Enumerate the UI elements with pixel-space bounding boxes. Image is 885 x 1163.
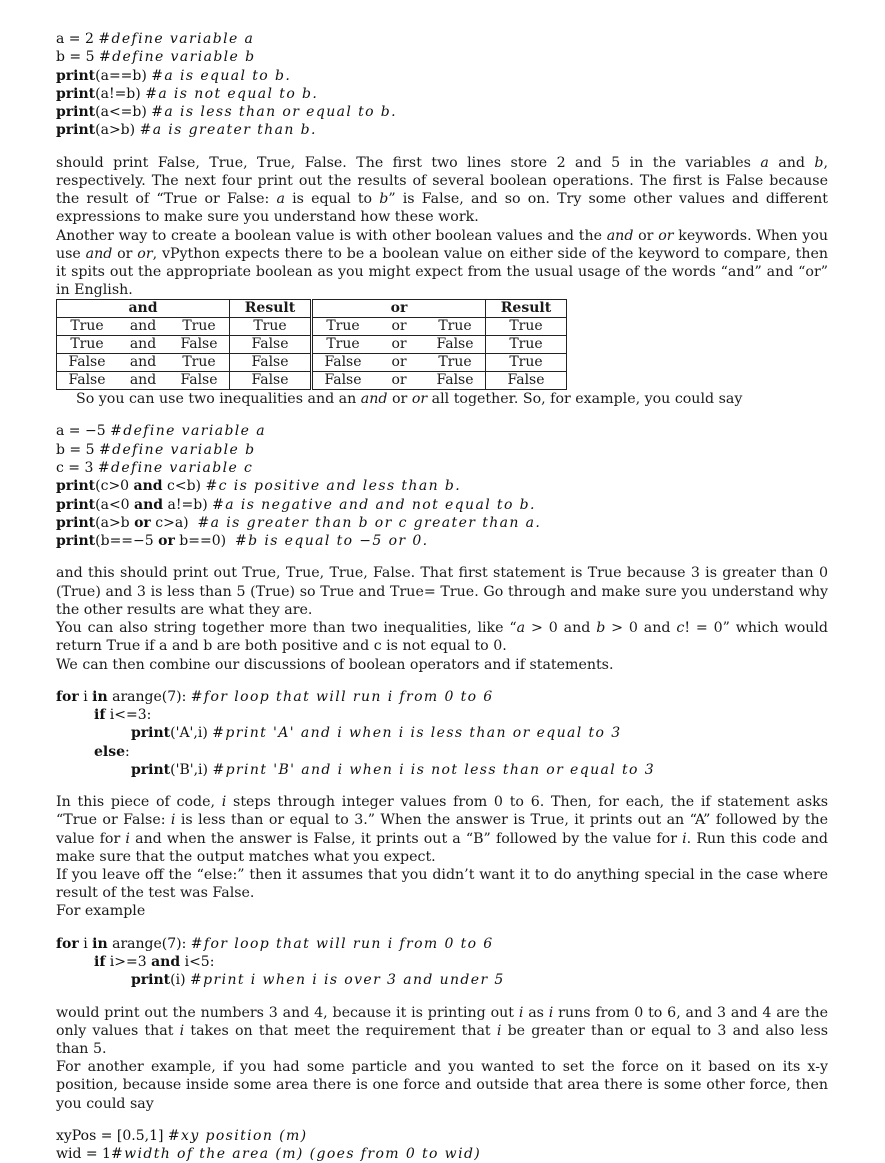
code-text: i in arange(7):: [78, 688, 191, 705]
code-line: [56, 496, 828, 514]
code-text: (a!=b): [95, 85, 146, 102]
code-keyword: print: [131, 725, 171, 742]
code-text: :: [125, 743, 130, 760]
code-text: (i): [170, 972, 190, 989]
code-text: i>=3 and i<5:: [105, 953, 215, 970]
code-keyword: print: [56, 85, 96, 102]
paragraph-2: Another way to create a boolean value is with other boolean values and the and or or keywords. When you use and or or, vPython expects there to be a boolean value on either side of the keyword to compare, then it spits out the appropriate boolean as you might expect from the usual usage of the words “and” and “or” in English.: [56, 227, 829, 299]
code-text: (a>b or c>a): [95, 514, 198, 531]
paragraph-1: should print False, True, True, False. The first two lines store 2 and 5 in the variables a and b, respectively. The next four print out the results of several boolean operations. The first is False because the result of “True or False: a is equal to b” is False, and so on. Try some other values and different expressions to make sure you understand how these work.: [56, 154, 828, 226]
table-cell: and: [117, 354, 169, 372]
code-comment: #print 'B' and i when i is not less than or equal to 3: [212, 761, 656, 778]
code-comment: #a is greater than b or c greater than a.: [197, 514, 542, 531]
table-cell: True: [57, 318, 118, 336]
table-row: [57, 318, 567, 336]
code-comment: #a is not equal to b.: [145, 85, 319, 102]
code-comment: #xy position (m): [167, 1127, 308, 1144]
code-line: [56, 514, 828, 532]
table-cell: False: [312, 354, 374, 372]
table-cell: False: [312, 372, 374, 390]
code-keyword: print: [131, 972, 171, 989]
code-line: [56, 953, 828, 971]
code-line: [56, 85, 828, 103]
code-comment: #print 'A' and i when i is less than or equal to 3: [212, 725, 622, 742]
code-text: (a<=b): [95, 104, 152, 121]
table-cell: and: [117, 336, 169, 354]
document-page: [56, 30, 828, 1163]
table-cell: False: [57, 354, 118, 372]
table-cell: False: [57, 372, 118, 390]
code-keyword: for: [56, 935, 79, 952]
code-line: [56, 724, 828, 742]
table-cell: False: [230, 372, 312, 390]
code-block-4: [56, 935, 828, 990]
paragraph-5: You can also string together more than two inequalities, like “a > 0 and b > 0 and c! = 0” which would return True if a and b are both positive and c is not equal to 0.: [56, 620, 828, 655]
table-row: [57, 336, 567, 354]
paragraph-11: For another example, if you had some particle and you wanted to set the force on it based on its x-y position, because inside some area there is one force and outside that area there is some other force, then you could say: [56, 1059, 828, 1112]
code-line: [56, 743, 828, 761]
code-keyword: print: [131, 761, 171, 778]
table-cell: True: [169, 318, 230, 336]
code-line: [56, 67, 828, 85]
code-block-1: [56, 30, 828, 140]
code-text: (c>0 and c<b): [95, 478, 206, 495]
table-cell: True: [230, 318, 312, 336]
code-line: [56, 48, 828, 66]
code-comment: #a is greater than b.: [139, 122, 317, 139]
paragraph-3: So you can use two inequalities and an and or or all together. So, for example, you could say: [76, 391, 743, 408]
code-keyword: print: [56, 533, 96, 550]
boolean-truth-table: [56, 299, 567, 390]
code-comment: #define variable b: [98, 441, 256, 458]
code-comment: #a is less than or equal to b.: [151, 104, 398, 121]
table-row: [57, 354, 567, 372]
code-block-5: [56, 1127, 828, 1163]
code-text: i<=3:: [105, 707, 152, 723]
code-keyword: print: [56, 478, 96, 495]
table-cell: True: [486, 318, 567, 336]
code-line: [56, 935, 828, 953]
code-keyword: if: [94, 707, 106, 723]
code-line: [56, 121, 828, 139]
table-cell: True: [486, 354, 567, 372]
code-text: b = 5: [56, 49, 99, 66]
code-keyword: print: [56, 496, 96, 513]
code-comment: #for loop that will run i from 0 to 6: [190, 688, 494, 705]
table-cell: False: [425, 372, 486, 390]
code-comment: #define variable a: [98, 31, 255, 47]
code-keyword: print: [56, 122, 96, 139]
code-comment: #print i when i is over 3 and under 5: [190, 972, 505, 989]
table-header-and: and: [57, 300, 230, 318]
code-line: [56, 706, 828, 724]
table-cell: True: [425, 354, 486, 372]
code-comment: #define variable b: [98, 49, 256, 66]
code-keyword: if: [94, 953, 106, 970]
table-cell: True: [57, 336, 118, 354]
table-cell: False: [486, 372, 567, 390]
code-line: [56, 532, 828, 550]
paragraph-7: In this piece of code, i steps through integer values from 0 to 6. Then, for each, the if statement asks “True or False: i is less than or equal to 3.” When the answer is True, it prints out an “A” followed by the value for i and when the answer is False, it prints out a “B” followed by the value for i. Run this code and make sure that the output matches what you expect.: [56, 794, 828, 865]
code-text: (a==b): [95, 67, 152, 84]
code-line: [56, 688, 828, 706]
paragraph-9: For example: [56, 903, 146, 920]
paragraph-10: would print out the numbers 3 and 4, because it is printing out i as i runs from 0 to 6, and 3 and 4 are the only values that i takes on that meet the requirement that i be greater than or equal to 3 and also less than 5.: [56, 1004, 829, 1057]
table-cell: True: [312, 318, 374, 336]
table-cell: or: [373, 318, 425, 336]
code-line: [56, 971, 828, 989]
table-cell: True: [425, 318, 486, 336]
code-line: [56, 1145, 828, 1163]
paragraph-6: We can then combine our discussions of boolean operators and if statements.: [56, 656, 614, 673]
code-text: (b==−5 or b==0): [95, 533, 235, 550]
code-text: wid = 1: [56, 1146, 111, 1163]
code-comment: #b is equal to −5 or 0.: [235, 533, 429, 550]
table-cell: False: [169, 372, 230, 390]
table-cell: True: [486, 336, 567, 354]
code-text: b = 5: [56, 441, 99, 458]
code-text: (a>b): [95, 122, 140, 139]
code-line: [56, 477, 828, 495]
table-cell: and: [117, 372, 169, 390]
code-block-2: [56, 422, 828, 550]
table-header-result-or: Result: [486, 300, 567, 318]
code-block-3: [56, 688, 828, 779]
code-keyword: print: [56, 67, 96, 84]
code-text: ('A',i): [170, 725, 213, 742]
code-comment: #c is positive and less than b.: [205, 478, 462, 495]
code-line: [56, 30, 828, 48]
code-line: [56, 1127, 828, 1145]
code-line: [56, 103, 828, 121]
table-cell: or: [373, 372, 425, 390]
code-line: [56, 459, 828, 477]
table-header-result-and: Result: [230, 300, 312, 318]
code-line: [56, 422, 828, 440]
code-keyword: for: [56, 688, 79, 705]
code-text: i in arange(7):: [78, 935, 191, 952]
paragraph-4: and this should print out True, True, True, False. That first statement is True because 3 is greater than 0 (True) and 3 is less than 5 (True) so True and True= True. Go through and make sure you understand why the other results are what they are.: [56, 565, 828, 618]
table-header-or: or: [312, 300, 486, 318]
code-line: [56, 761, 828, 779]
table-cell: False: [230, 354, 312, 372]
code-comment: #define variable c: [97, 460, 254, 476]
table-cell: True: [312, 336, 374, 354]
code-keyword: else: [94, 743, 126, 760]
table-row: [57, 372, 567, 390]
table-cell: True: [169, 354, 230, 372]
code-comment: #for loop that will run i from 0 to 6: [190, 935, 494, 952]
code-text: c = 3: [56, 460, 98, 476]
code-keyword: print: [56, 104, 96, 121]
code-keyword: print: [56, 514, 96, 531]
table-cell: and: [117, 318, 169, 336]
table-cell: False: [425, 336, 486, 354]
code-text: a = −5: [56, 423, 111, 440]
paragraph-8: If you leave off the “else:” then it assumes that you didn’t want it to do anything special in the case where result of the test was False.: [56, 867, 828, 902]
code-comment: #width of the area (m) (goes from 0 to wid): [110, 1146, 482, 1163]
code-text: ('B',i): [170, 761, 213, 778]
code-text: xyPos = [0.5,1]: [56, 1127, 168, 1144]
code-comment: #define variable a: [110, 423, 266, 440]
code-comment: #a is negative and and not equal to b.: [212, 496, 536, 513]
table-cell: False: [230, 336, 312, 354]
table-cell: or: [373, 354, 425, 372]
code-comment: #a is equal to b.: [151, 67, 292, 84]
code-text: (a<0 and a!=b): [95, 496, 213, 513]
table-cell: False: [169, 336, 230, 354]
code-line: [56, 441, 828, 459]
table-cell: or: [373, 336, 425, 354]
code-text: a = 2: [56, 31, 99, 47]
